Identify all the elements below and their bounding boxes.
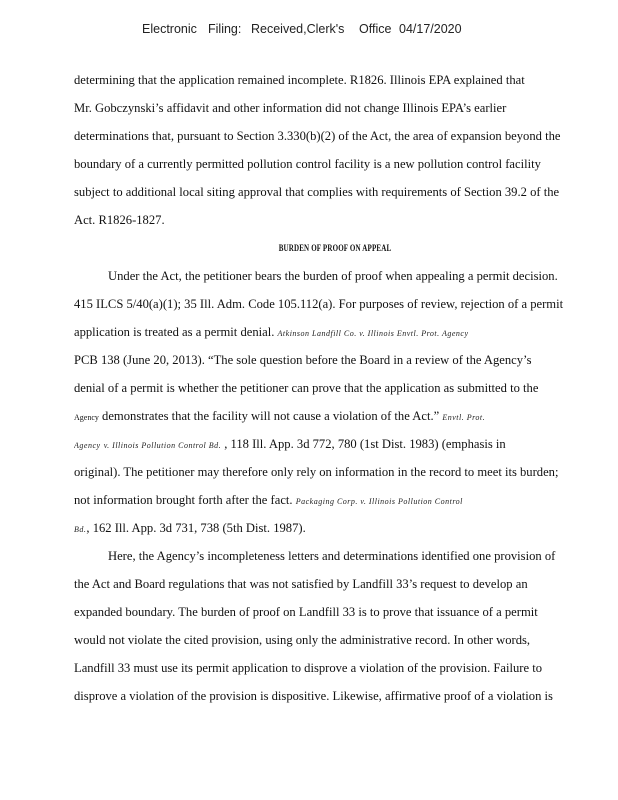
paragraph-line-14: original). The petitioner may therefore only rely on information in the record to meet its burden; bbox=[74, 465, 559, 479]
citation-reporter-1: , 118 Ill. App. 3d 772, 780 (1st Dist. 1983) (emphasis in bbox=[224, 437, 506, 451]
paragraph-line-19: expanded boundary. The burden of proof on Landfill 33 is to prove that issuance of a permit bbox=[74, 605, 538, 619]
paragraph-line-16 bbox=[74, 514, 596, 542]
header-received: Received,Clerk's bbox=[251, 22, 345, 36]
paragraph-line-10: PCB 138 (June 20, 2013). “The sole question before the Board in a review of the Agency’s bbox=[74, 353, 532, 367]
line-9-text: application is treated as a permit denial. bbox=[74, 325, 275, 339]
section-heading: BURDEN OF PROOF ON APPEAL bbox=[278, 243, 392, 253]
citation-packaging: Packaging Corp. v. Illinois Pollution Control bbox=[295, 497, 463, 506]
paragraph-line-12 bbox=[74, 402, 596, 430]
citation-envtl: Envtl. Prot. bbox=[442, 413, 486, 422]
paragraph-line-4: boundary of a currently permitted pollution control facility is a new pollution control facility bbox=[74, 157, 541, 171]
paragraph-line-15 bbox=[74, 486, 596, 514]
paragraph-line-20: would not violate the cited provision, using only the administrative record. In other words, bbox=[74, 633, 531, 647]
header-office: Office bbox=[359, 22, 392, 36]
paragraph-line-21: Landfill 33 must use its permit application to disprove a violation of the provision. Failure to bbox=[74, 661, 542, 675]
paragraph-line-22: disprove a violation of the provision is dispositive. Likewise, affirmative proof of a violation is bbox=[74, 689, 553, 703]
paragraph-line-9 bbox=[74, 318, 596, 346]
citation-atkinson: Atkinson Landfill Co. v. Illinois Envtl. Prot. Agency bbox=[277, 329, 469, 338]
agency-label-2: Agency bbox=[74, 441, 101, 450]
paragraph-line-5: subject to additional local siting approval that complies with requirements of Section 39.2 of the bbox=[74, 185, 560, 199]
document-body bbox=[74, 66, 596, 710]
paragraph-line-13 bbox=[74, 430, 596, 458]
paragraph-line-18: the Act and Board regulations that was not satisfied by Landfill 33’s request to develop an bbox=[74, 577, 528, 591]
paragraph-line-8: 415 ILCS 5/40(a)(1); 35 Ill. Adm. Code 105.112(a). For purposes of review, rejection of a permit bbox=[74, 297, 564, 311]
bd-label: Bd. bbox=[74, 525, 87, 534]
paragraph-line-1: determining that the application remained incomplete. R1826. Illinois EPA explained that bbox=[74, 73, 525, 87]
demonstrates-text: demonstrates that the facility will not cause a violation of the Act.” bbox=[102, 409, 440, 423]
agency-label-1: Agency bbox=[74, 413, 99, 422]
citation-reporter-2: , 162 Ill. App. 3d 731, 738 (5th Dist. 1987). bbox=[86, 521, 306, 535]
paragraph-line-2: Mr. Gobczynski’s affidavit and other information did not change Illinois EPA’s earlier bbox=[74, 101, 507, 115]
header-filing: Filing: bbox=[208, 22, 242, 36]
paragraph-line-11: denial of a permit is whether the petitioner can prove that the application as submitted to the bbox=[74, 381, 539, 395]
paragraph-line-6: Act. R1826-1827. bbox=[74, 213, 165, 227]
paragraph-line-3: determinations that, pursuant to Section 3.330(b)(2) of the Act, the area of expansion beyond the bbox=[74, 129, 561, 143]
header-date: 04/17/2020 bbox=[399, 22, 462, 36]
paragraph-line-17: Here, the Agency’s incompleteness letters and determinations identified one provision of bbox=[108, 549, 556, 563]
paragraph-line-7: Under the Act, the petitioner bears the burden of proof when appealing a permit decision. bbox=[108, 269, 558, 283]
citation-agency-v: v. Illinois Pollution Control Bd. bbox=[103, 441, 222, 450]
header-electronic: Electronic bbox=[142, 22, 197, 36]
line-15-text: not information brought forth after the fact. bbox=[74, 493, 293, 507]
